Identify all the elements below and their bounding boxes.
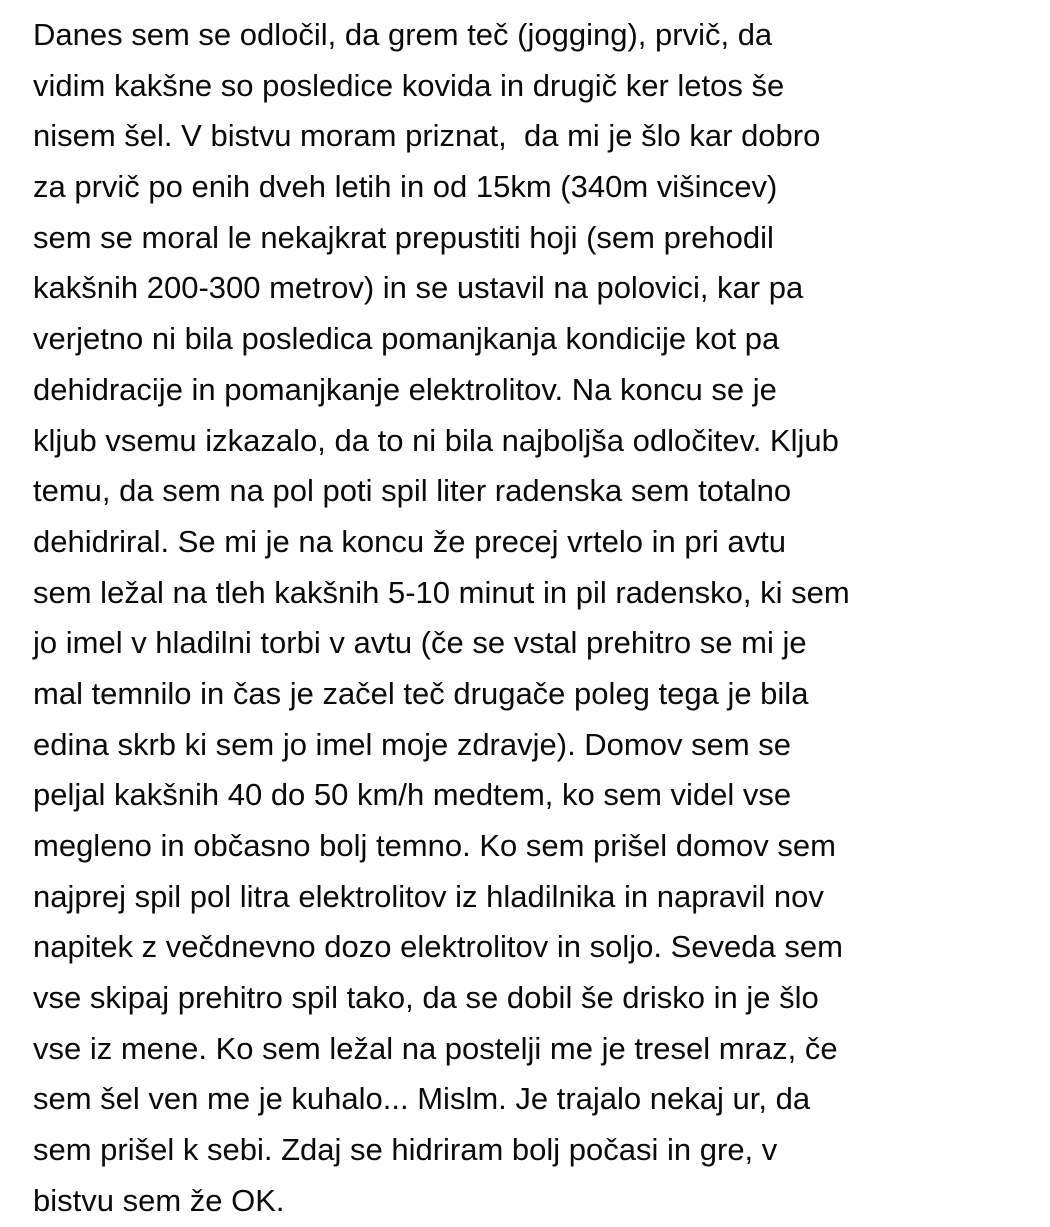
post-line: megleno in občasno bolj temno. Ko sem prišel domov sem <box>33 828 836 863</box>
post-line: za prvič po enih dveh letih in od 15km (340m višincev) <box>33 169 778 205</box>
post-text <box>33 10 1033 1227</box>
post-line: vidim kakšne so posledice kovida in drugič ker letos še <box>33 67 785 103</box>
post-line: nisem šel. V bistvu moram priznat, da mi je šlo kar dobro <box>33 118 821 154</box>
post-line: sem ležal na tleh kakšnih 5-10 minut in pil radensko, ki sem <box>33 574 850 610</box>
post-line: verjetno ni bila posledica pomanjkanja kondicije kot pa <box>33 321 780 357</box>
post-line: dehidracije in pomanjkanje elektrolitov. Na koncu se je <box>33 371 777 407</box>
post-line: sem prišel k sebi. Zdaj se hidriram bolj počasi in gre, v <box>33 1132 778 1168</box>
post-line: najprej spil pol litra elektrolitov iz hladilnika in napravil nov <box>33 878 824 914</box>
post-line: vse iz mene. Ko sem ležal na postelji me je tresel mraz, če <box>33 1030 838 1066</box>
post-line: edina skrb ki sem jo imel moje zdravje). Domov sem se <box>33 726 792 762</box>
post-line: sem se moral le nekajkrat prepustiti hoji (sem prehodil <box>33 219 774 255</box>
post-line: peljal kakšnih 40 do 50 km/h medtem, ko sem videl vse <box>33 777 792 813</box>
post-line: dehidriral. Se mi je na koncu že precej vrtelo in pri avtu <box>33 523 786 559</box>
post-line: temu, da sem na pol poti spil liter radenska sem totalno <box>33 473 792 509</box>
post-line: sem šel ven me je kuhalo... Mislm. Je trajalo nekaj ur, da <box>33 1081 811 1117</box>
post-line: kakšnih 200-300 metrov) in se ustavil na polovici, kar pa <box>33 270 804 306</box>
post-line: bistvu sem že OK. <box>33 1182 285 1218</box>
post-line: napitek z večdnevno dozo elektrolitov in soljo. Seveda sem <box>33 929 843 965</box>
post-line: mal temnilo in čas je začel teč drugače poleg tega je bila <box>33 675 809 711</box>
post-line: kljub vsemu izkazalo, da to ni bila najboljša odločitev. Kljub <box>33 422 839 458</box>
post-line: vse skipaj prehitro spil tako, da se dobil še drisko in je šlo <box>33 980 819 1016</box>
post-line: jo imel v hladilni torbi v avtu (če se vstal prehitro se mi je <box>33 625 807 661</box>
post-line: Danes sem se odločil, da grem teč (jogging), prvič, da <box>33 17 773 52</box>
